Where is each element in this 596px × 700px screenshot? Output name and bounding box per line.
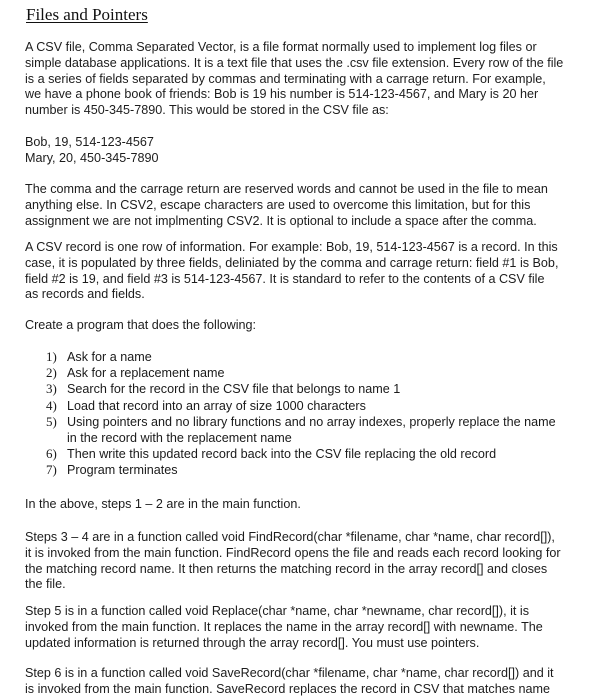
text-line: updated information is returned through the array record[]. You must use pointers. — [25, 635, 480, 650]
list-number: 2) — [46, 365, 57, 381]
text-line: simple database applications. It is a text file that uses the .csv file extension. Every row of the file — [25, 55, 564, 70]
text-line: invoked from the main function. It replaces the name in the array record[] with newname. The — [25, 619, 543, 634]
text-line: Bob, 19, 514-123-4567 — [25, 135, 154, 149]
text-line: Step 6 is in a function called void SaveRecord(char *filename, char *name, char record[]) and it — [25, 666, 554, 680]
list-item — [46, 462, 556, 478]
page-title: Files and Pointers — [26, 5, 148, 24]
list-item — [46, 381, 556, 397]
steps-replace-paragraph — [25, 604, 543, 651]
list-text: Ask for a name — [67, 350, 152, 364]
list-item — [46, 414, 556, 446]
text-line: In the above, steps 1 – 2 are in the main function. — [25, 497, 301, 511]
text-line: is a series of fields separated by commas and terminating with a carrage return. For example, — [25, 71, 546, 86]
intro-paragraph — [25, 40, 563, 119]
list-number: 4) — [46, 397, 57, 413]
list-text: Load that record into an array of size 1000 characters — [67, 398, 366, 413]
text-line: Steps 3 – 4 are in a function called void FindRecord(char *filename, char *name, char record[]), — [25, 530, 555, 544]
steps-list — [46, 349, 556, 479]
text-line: The comma and the carrage return are reserved words and cannot be used in the file to mean — [25, 182, 548, 196]
text-line: we have a phone book of friends: Bob is 19 his number is 514-123-4567, and Mary is 20 her — [25, 87, 539, 102]
list-item — [46, 365, 556, 381]
text-line: as records and fields. — [25, 287, 145, 302]
list-text: Program terminates — [67, 463, 178, 478]
list-text: Ask for a replacement name — [67, 366, 225, 381]
record-paragraph — [25, 240, 558, 303]
list-number: 3) — [46, 381, 57, 397]
text-line: A CSV record is one row of information. For example: Bob, 19, 514-123-4567 is a record. In this — [25, 240, 558, 254]
text-line: assignment we are not implmenting CSV2. It is optional to include a space after the comma. — [25, 213, 537, 228]
list-item — [46, 398, 556, 414]
text-line: Step 5 is in a function called void Replace(char *name, char *newname, char record[]), it is — [25, 604, 529, 618]
csv-example — [25, 135, 158, 167]
steps-main-paragraph — [25, 497, 301, 513]
text-line: it is invoked from the main function. FindRecord opens the file and reads each record looking for — [25, 545, 561, 560]
text-line: the file. — [25, 577, 66, 592]
text-line: field #2 is 19, and field #3 is 514-123-4567. It is standard to refer to the contents of a CSV file — [25, 271, 545, 286]
create-heading — [25, 318, 256, 334]
text-line: A CSV file, Comma Separated Vector, is a file format normally used to implement log files or — [25, 40, 537, 54]
text-line: number is 450-345-7890. This would be stored in the CSV file as: — [25, 103, 389, 118]
text-line: the matching record name. It then returns the matching record in the array record[] and closes — [25, 561, 548, 576]
text-line: is invoked from the main function. SaveRecord replaces the record in CSV that matches name — [25, 681, 550, 696]
list-text: in the record with the replacement name — [67, 431, 292, 446]
list-number: 6) — [46, 446, 57, 462]
reserved-paragraph — [25, 182, 548, 229]
text-line: anything else. In CSV2, escape characters are used to overcome this limitation, but for this — [25, 197, 531, 212]
list-text: Search for the record in the CSV file that belongs to name 1 — [67, 382, 401, 397]
text-line: Create a program that does the following: — [25, 318, 257, 332]
list-number: 1) — [46, 349, 57, 364]
list-text: Then write this updated record back into the CSV file replacing the old record — [67, 447, 497, 462]
list-number: 5) — [46, 413, 57, 429]
list-item — [46, 349, 556, 365]
list-number: 7) — [46, 462, 57, 478]
steps-find-paragraph — [25, 530, 561, 593]
list-text: Using pointers and no library functions and no array indexes, properly replace the name — [67, 414, 556, 429]
list-item — [46, 446, 556, 462]
text-line: Mary, 20, 450-345-7890 — [25, 150, 159, 165]
steps-save-paragraph — [25, 666, 554, 698]
text-line: case, it is populated by three fields, deliniated by the comma and carrage return: field #1 is Bob, — [25, 255, 559, 270]
